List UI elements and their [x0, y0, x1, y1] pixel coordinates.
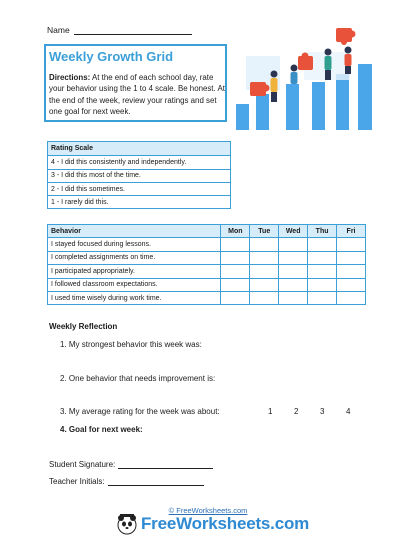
name-underline[interactable]: [74, 26, 192, 35]
student-signature-line[interactable]: [118, 461, 213, 469]
rating-cell[interactable]: [308, 265, 337, 278]
person-body: [345, 54, 352, 66]
rating-option-4[interactable]: 4: [346, 407, 351, 416]
puzzle-knob: [263, 85, 270, 92]
day-header-tue: Tue: [250, 225, 279, 238]
reflection-question-2: 2. One behavior that needs improvement is:: [60, 374, 216, 383]
rating-cell[interactable]: [221, 278, 250, 291]
average-rating-options: [268, 407, 372, 416]
bar-6: [358, 64, 372, 130]
rating-cell[interactable]: [308, 291, 337, 304]
person-head: [271, 71, 278, 78]
rating-cell[interactable]: [279, 238, 308, 251]
day-header-fri: Fri: [337, 225, 366, 238]
directions-label: Directions:: [49, 73, 91, 82]
rating-cell[interactable]: [221, 238, 250, 251]
behavior-label: I stayed focused during lessons.: [48, 238, 221, 251]
table-row: [48, 265, 366, 278]
person-body: [325, 56, 332, 70]
behavior-label: I completed assignments on time.: [48, 251, 221, 264]
rating-cell[interactable]: [221, 251, 250, 264]
teacher-initials-label: Teacher Initials:: [49, 477, 105, 486]
rating-scale-item: 4 - I did this consistently and independently.: [48, 155, 230, 168]
rating-cell[interactable]: [250, 278, 279, 291]
directions-body: At the end of each school day, rate your behavior using the 1 to 4 scale. Be honest. At the end of the week, review your ratings and set one goal for next week.: [49, 73, 225, 117]
rating-cell[interactable]: [250, 251, 279, 264]
rating-scale-item: 2 - I did this sometimes.: [48, 182, 230, 195]
rating-cell[interactable]: [308, 251, 337, 264]
rating-cell[interactable]: [250, 265, 279, 278]
day-header-mon: Mon: [221, 225, 250, 238]
brand-worksheets: Worksheets.com: [176, 514, 310, 533]
rating-cell[interactable]: [308, 278, 337, 291]
panda-mascot-icon: [116, 513, 138, 535]
behavior-label: I used time wisely during work time.: [48, 291, 221, 304]
person-head: [325, 49, 332, 56]
person-head: [291, 65, 298, 72]
rating-scale-box: [47, 141, 231, 209]
reflection-heading: Weekly Reflection: [49, 322, 118, 331]
reflection-question-1: 1. My strongest behavior this week was:: [60, 340, 202, 349]
directions-text: [49, 72, 225, 118]
puzzle-knob: [349, 31, 356, 38]
day-header-wed: Wed: [279, 225, 308, 238]
behavior-label: I followed classroom expectations.: [48, 278, 221, 291]
bar-5: [336, 74, 349, 130]
rating-scale-item: 3 - I did this most of the time.: [48, 169, 230, 182]
person-body: [271, 78, 278, 92]
growth-illustration: [232, 22, 382, 130]
reflection-question-4: 4. Goal for next week:: [60, 425, 143, 434]
rating-cell[interactable]: [337, 251, 366, 264]
behavior-column-header: Behavior: [48, 225, 221, 238]
rating-cell[interactable]: [337, 238, 366, 251]
behavior-table-header: [48, 225, 366, 238]
day-header-thu: Thu: [308, 225, 337, 238]
teacher-initials-field[interactable]: [49, 477, 204, 486]
student-signature-field[interactable]: [49, 460, 213, 469]
teacher-initials-line[interactable]: [108, 478, 204, 486]
rating-option-2[interactable]: 2: [294, 407, 299, 416]
rating-cell[interactable]: [308, 238, 337, 251]
person-legs: [325, 70, 331, 80]
name-field[interactable]: [47, 25, 192, 35]
rating-cell[interactable]: [279, 265, 308, 278]
footer-logo: [116, 512, 316, 536]
person-body: [291, 72, 298, 84]
rating-cell[interactable]: [250, 238, 279, 251]
rating-cell[interactable]: [279, 251, 308, 264]
person-legs: [345, 66, 351, 74]
footer-link-text[interactable]: © FreeWorksheets.com: [168, 506, 248, 515]
rating-cell[interactable]: [279, 291, 308, 304]
rating-cell[interactable]: [250, 291, 279, 304]
bar-4: [312, 82, 325, 130]
title-box: [44, 44, 227, 122]
table-row: [48, 251, 366, 264]
rating-scale-heading: Rating Scale: [48, 142, 230, 155]
bar-2: [256, 94, 269, 130]
rating-cell[interactable]: [337, 278, 366, 291]
table-row: [48, 238, 366, 251]
name-label: Name: [47, 25, 70, 35]
rating-cell[interactable]: [337, 265, 366, 278]
puzzle-knob: [302, 53, 309, 60]
reflection-question-3: 3. My average rating for the week was about:: [60, 407, 220, 416]
rating-cell[interactable]: [279, 278, 308, 291]
person-legs: [271, 92, 277, 102]
rating-option-1[interactable]: 1: [268, 407, 273, 416]
page-title: Weekly Growth Grid: [49, 49, 174, 64]
bar-1: [236, 104, 249, 130]
student-signature-label: Student Signature:: [49, 460, 116, 469]
table-row: [48, 291, 366, 304]
person-head: [345, 47, 352, 54]
brand-wordmark: [141, 514, 309, 534]
table-row: [48, 278, 366, 291]
puzzle-knob: [341, 39, 347, 45]
behavior-table: [47, 224, 366, 305]
behavior-label: I participated appropriately.: [48, 265, 221, 278]
bar-3: [286, 84, 299, 130]
rating-cell[interactable]: [221, 291, 250, 304]
brand-free: Free: [141, 514, 177, 533]
rating-cell[interactable]: [337, 291, 366, 304]
rating-scale-item: 1 - I rarely did this.: [48, 195, 230, 208]
rating-option-3[interactable]: 3: [320, 407, 325, 416]
rating-cell[interactable]: [221, 265, 250, 278]
